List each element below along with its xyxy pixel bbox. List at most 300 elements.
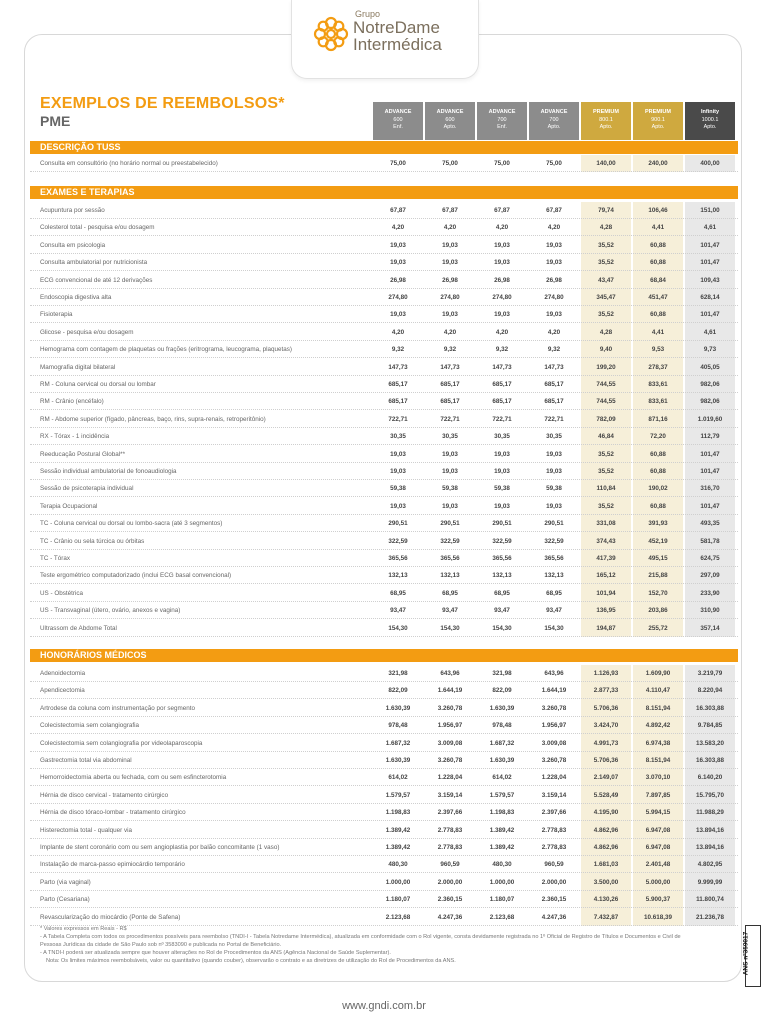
table-row (30, 787, 738, 804)
value-cell: 8.151,94 (645, 704, 671, 712)
procedure-label: US - Transvaginal (útero, ovário, anexos e vagina) (40, 607, 181, 615)
column-header-line1: PREMIUM (593, 109, 619, 115)
value-cell: 3.159,14 (437, 791, 463, 799)
value-cell: 16.303,88 (695, 757, 724, 764)
value-cell: 3.009,08 (541, 739, 567, 747)
table-row (30, 874, 738, 891)
page-title: EXEMPLOS DE REEMBOLSOS* (40, 95, 285, 112)
procedure-label: Instalação de marca-passo epimiocárdio temporário (40, 861, 185, 869)
value-cell: 93,47 (494, 607, 510, 615)
column-header-line3: Apto. (443, 124, 457, 130)
value-cell: 391,93 (648, 520, 668, 528)
value-cell: 1.126,93 (593, 670, 619, 677)
table-row (30, 155, 738, 172)
value-cell: 3.260,78 (437, 757, 463, 764)
value-cell: 6.974,38 (645, 739, 671, 747)
value-cell: 2.397,66 (541, 809, 567, 817)
value-cell: 19,03 (390, 259, 406, 267)
value-cell: 3.219,79 (697, 670, 723, 677)
procedure-label: Gastrectomia total via abdominal (40, 757, 132, 764)
value-cell: 581,78 (700, 537, 720, 545)
value-cell: 35,52 (598, 450, 614, 458)
value-cell: 9,32 (547, 346, 561, 354)
table-row (30, 463, 738, 480)
value-cell: 4,41 (651, 224, 665, 232)
value-cell: 67,87 (442, 207, 458, 214)
value-cell: 4,20 (495, 224, 509, 232)
value-cell: 19,03 (390, 241, 406, 249)
value-cell: 782,09 (596, 415, 616, 423)
value-cell: 685,17 (388, 381, 408, 388)
value-cell: 15.795,70 (695, 791, 724, 799)
value-cell: 132,13 (492, 572, 512, 580)
table-row (30, 550, 738, 567)
value-cell: 1.579,57 (385, 791, 411, 799)
value-cell: 4.991,73 (593, 739, 619, 747)
value-cell: 19,03 (390, 502, 406, 510)
column-header-line2: 1000.1 (701, 116, 719, 123)
value-cell: 357,14 (700, 624, 720, 632)
row-divider (30, 636, 738, 637)
procedure-label: Apendicectomia (40, 687, 85, 695)
value-cell: 628,14 (700, 294, 720, 301)
value-cell: 417,39 (596, 555, 616, 562)
value-cell: 274,80 (492, 294, 512, 301)
value-cell: 2.401,48 (645, 861, 671, 869)
value-cell: 30,35 (494, 433, 510, 441)
value-cell: 1.180,07 (489, 896, 515, 904)
value-cell: 365,56 (544, 555, 564, 562)
value-cell: 274,80 (440, 294, 460, 301)
procedure-label: Sessão individual ambulatorial de fonoaudiologia (40, 468, 177, 475)
table-row (30, 272, 738, 289)
ans-registration: ANS nº359017 (742, 931, 750, 976)
value-cell: 685,17 (388, 398, 408, 406)
value-cell: 5.994,15 (645, 809, 671, 817)
value-cell: 35,52 (598, 311, 614, 319)
value-cell: 2.877,33 (593, 687, 619, 695)
value-cell: 190,02 (648, 485, 668, 493)
table-row (30, 717, 738, 734)
value-cell: 3.070,10 (645, 774, 671, 782)
value-cell: 1.681,03 (593, 861, 619, 869)
value-cell: 2.123,68 (489, 913, 515, 921)
table-row (30, 533, 738, 550)
value-cell: 9.784,85 (697, 722, 723, 730)
value-cell: 1.956,97 (437, 722, 463, 730)
value-cell: 132,13 (440, 572, 460, 580)
value-cell: 722,71 (492, 415, 512, 423)
value-cell: 744,55 (596, 398, 616, 406)
value-cell: 93,47 (390, 607, 406, 615)
procedure-label: Parto (Cesariana) (40, 896, 90, 904)
value-cell: 147,73 (388, 363, 408, 371)
value-cell: 978,48 (492, 722, 512, 730)
value-cell: 93,47 (442, 607, 458, 615)
value-cell: 68,95 (390, 589, 406, 597)
procedure-label: Parto (via vaginal) (40, 878, 91, 886)
value-cell: 405,05 (700, 363, 720, 371)
value-cell: 19,03 (494, 241, 510, 249)
value-cell: 194,87 (596, 624, 616, 632)
value-cell: 16.303,88 (695, 704, 724, 712)
value-cell: 68,95 (494, 589, 510, 597)
value-cell: 3.009,08 (437, 739, 463, 747)
value-cell: 43,47 (598, 276, 614, 284)
value-cell: 3.159,14 (541, 791, 567, 799)
value-cell: 101,47 (700, 468, 720, 475)
value-cell: 67,87 (390, 207, 406, 214)
value-cell: 136,95 (596, 607, 616, 615)
value-cell: 2.149,07 (593, 774, 619, 782)
value-cell: 10.618,39 (643, 913, 672, 921)
column-header-line1: Infinity (700, 109, 720, 115)
value-cell: 35,52 (598, 468, 614, 475)
column-header (529, 102, 579, 140)
value-cell: 147,73 (440, 363, 460, 371)
value-cell: 60,88 (650, 241, 666, 249)
value-cell: 4.862,96 (593, 844, 619, 851)
value-cell: 3.260,78 (541, 704, 567, 712)
table-row (30, 428, 738, 445)
brand-name-line2: Intermédica (353, 35, 442, 54)
value-cell: 2.397,66 (437, 809, 463, 817)
value-cell: 30,35 (546, 433, 562, 441)
value-cell: 9.999,99 (697, 878, 723, 886)
value-cell: 960,59 (440, 861, 460, 869)
procedure-label: RM - Crânio (encéfalo) (40, 398, 104, 406)
value-cell: 46,84 (598, 433, 614, 441)
value-cell: 240,00 (648, 160, 668, 167)
value-cell: 822,09 (492, 687, 512, 695)
column-header-line1: PREMIUM (645, 109, 671, 115)
value-cell: 2.778,83 (437, 844, 463, 851)
value-cell: 19,03 (494, 502, 510, 510)
value-cell: 2.360,15 (541, 896, 567, 904)
value-cell: 365,56 (440, 555, 460, 562)
value-cell: 6.140,20 (697, 774, 723, 782)
value-cell: 685,17 (492, 381, 512, 388)
value-cell: 11.800,74 (696, 896, 724, 904)
value-cell: 982,06 (700, 398, 720, 406)
value-cell: 1.644,19 (541, 687, 567, 695)
value-cell: 365,56 (492, 555, 512, 562)
value-cell: 3.260,78 (437, 704, 463, 712)
table-row (30, 393, 738, 410)
value-cell: 75,00 (494, 160, 510, 167)
value-cell: 5.706,36 (593, 704, 619, 712)
value-cell: 978,48 (388, 722, 408, 730)
value-cell: 624,75 (700, 555, 720, 562)
value-cell: 6.947,08 (645, 826, 671, 834)
value-cell: 19,03 (546, 259, 562, 267)
value-cell: 322,59 (388, 537, 408, 545)
value-cell: 685,17 (544, 398, 564, 406)
value-cell: 960,59 (544, 861, 564, 869)
value-cell: 331,08 (596, 520, 616, 528)
value-cell: 3.424,70 (593, 722, 619, 730)
value-cell: 101,47 (700, 241, 720, 249)
value-cell: 154,30 (492, 624, 512, 632)
procedure-label: Histerectomia total - qualquer via (40, 826, 133, 834)
value-cell: 5.528,49 (593, 791, 619, 799)
value-cell: 19,03 (442, 468, 458, 475)
value-cell: 19,03 (442, 502, 458, 510)
value-cell: 26,98 (494, 276, 510, 284)
value-cell: 19,03 (546, 450, 562, 458)
value-cell: 1.019,60 (697, 415, 723, 423)
value-cell: 19,03 (442, 241, 458, 249)
value-cell: 1.000,00 (489, 878, 515, 886)
value-cell: 290,51 (440, 520, 460, 528)
value-cell: 2.000,00 (437, 878, 463, 886)
procedure-label: US - Obstétrica (40, 589, 84, 597)
column-header (685, 102, 735, 140)
value-cell: 68,95 (546, 589, 562, 597)
value-cell: 4.130,26 (593, 896, 619, 904)
brand-name-line1: NotreDame (353, 18, 440, 37)
value-cell: 4,20 (391, 328, 405, 336)
value-cell: 101,47 (700, 502, 720, 510)
value-cell: 1.000,00 (385, 878, 411, 886)
value-cell: 1.228,04 (437, 774, 463, 782)
value-cell: 322,59 (544, 537, 564, 545)
value-cell: 1.630,39 (489, 757, 515, 764)
column-header-line2: 600 (393, 116, 403, 123)
footnote: - A TNDI-I poderá ser atualizada sempre que houver alterações no Rol de Procedimentos da ANS (Agência Nacional de Saúde Suplementar). (40, 950, 391, 956)
table-row (30, 289, 738, 306)
procedure-label: Colecistectomia sem colangiografia (40, 722, 140, 730)
value-cell: 1.228,04 (541, 774, 567, 782)
footnote-nota: Nota: Os limites máximos reembolsáveis, valor ou quantitativo (quando couber), observarão o contrato e as diretrizes de utilização do Rol de Procedimentos da ANS. (46, 958, 456, 964)
value-cell: 1.687,32 (489, 739, 515, 747)
value-cell: 154,30 (388, 624, 408, 632)
procedure-label: Fisioterapia (40, 311, 73, 319)
value-cell: 1.579,57 (489, 791, 515, 799)
procedure-label: RM - Coluna cervical ou dorsal ou lombar (40, 381, 156, 388)
value-cell: 101,47 (700, 311, 720, 319)
value-cell: 19,03 (494, 450, 510, 458)
table-row (30, 376, 738, 393)
value-cell: 614,02 (388, 774, 408, 782)
table-row (30, 602, 738, 619)
value-cell: 451,47 (648, 294, 668, 301)
value-cell: 4,61 (703, 224, 717, 232)
section-header: DESCRIÇÃO TUSS (30, 141, 738, 154)
table-row (30, 891, 738, 908)
value-cell: 21.236,78 (695, 913, 724, 921)
value-cell: 4.862,96 (593, 826, 619, 834)
value-cell: 60,88 (650, 311, 666, 319)
value-cell: 493,35 (700, 520, 720, 528)
value-cell: 154,30 (440, 624, 460, 632)
column-header-line1: ADVANCE (436, 109, 464, 115)
ans-registration-box (742, 925, 761, 987)
value-cell: 1.956,97 (541, 722, 567, 730)
value-cell: 722,71 (388, 415, 408, 423)
table-row (30, 498, 738, 515)
procedure-label: Consulta em consultório (no horário normal ou preestabelecido) (40, 160, 218, 167)
value-cell: 60,88 (650, 468, 666, 475)
value-cell: 9,40 (599, 346, 613, 354)
value-cell: 5.706,36 (593, 757, 619, 764)
procedure-label: Teste ergométrico computadorizado (inclui ECG basal convencional) (40, 572, 232, 580)
value-cell: 255,72 (648, 624, 668, 632)
value-cell: 4.247,36 (541, 913, 567, 921)
value-cell: 722,71 (440, 415, 460, 423)
value-cell: 112,79 (700, 433, 720, 441)
procedure-label: Acupuntura por sessão (40, 207, 105, 214)
value-cell: 365,56 (388, 555, 408, 562)
value-cell: 60,88 (650, 502, 666, 510)
value-cell: 1.630,39 (385, 757, 411, 764)
value-cell: 75,00 (442, 160, 458, 167)
column-header-line1: ADVANCE (488, 109, 516, 115)
value-cell: 5.000,00 (645, 878, 671, 886)
table-row (30, 254, 738, 271)
value-cell: 132,13 (544, 572, 564, 580)
value-cell: 154,30 (544, 624, 564, 632)
table-row (30, 752, 738, 769)
value-cell: 67,87 (546, 207, 562, 214)
value-cell: 1.389,42 (385, 844, 411, 851)
value-cell: 1.389,42 (489, 826, 515, 834)
column-header-line2: 600 (445, 116, 455, 123)
column-header-line1: ADVANCE (540, 109, 568, 115)
value-cell: 26,98 (390, 276, 406, 284)
value-cell: 79,74 (598, 207, 614, 214)
value-cell: 1.198,83 (489, 809, 515, 817)
value-cell: 19,03 (442, 259, 458, 267)
value-cell: 72,20 (650, 433, 666, 441)
value-cell: 452,19 (648, 537, 668, 545)
value-cell: 4,20 (391, 224, 405, 232)
value-cell: 101,94 (596, 589, 616, 597)
footer-url[interactable]: www.gndi.com.br (342, 1000, 426, 1012)
value-cell: 321,98 (388, 670, 408, 677)
value-cell: 13.894,16 (695, 844, 724, 851)
value-cell: 59,38 (494, 485, 510, 493)
procedure-label: TC - Coluna cervical ou dorsal ou lombo-sacra (até 3 segmentos) (40, 520, 223, 528)
value-cell: 233,90 (700, 589, 720, 597)
table-row (30, 620, 738, 637)
table-row (30, 585, 738, 602)
procedure-label: TC - Tórax (40, 555, 70, 562)
value-cell: 4,20 (443, 224, 457, 232)
value-cell: 59,38 (546, 485, 562, 493)
procedure-label: Hemograma com contagem de plaquetas ou frações (eritrograma, leucograma, plaquetas) (40, 346, 293, 354)
value-cell: 19,03 (546, 241, 562, 249)
value-cell: 1.609,90 (645, 670, 671, 677)
value-cell: 321,98 (492, 670, 512, 677)
value-cell: 19,03 (390, 450, 406, 458)
value-cell: 3.260,78 (541, 757, 567, 764)
value-cell: 322,59 (492, 537, 512, 545)
value-cell: 93,47 (546, 607, 562, 615)
value-cell: 35,52 (598, 502, 614, 510)
table-row (30, 324, 738, 341)
value-cell: 685,17 (440, 398, 460, 406)
value-cell: 13.894,16 (695, 826, 724, 834)
value-cell: 60,88 (650, 450, 666, 458)
procedure-label: Reeducação Postural Global** (40, 450, 126, 458)
procedure-label: Consulta ambulatorial por nutricionista (40, 259, 148, 267)
value-cell: 67,87 (494, 207, 510, 214)
value-cell: 4,20 (443, 328, 457, 336)
value-cell: 297,09 (700, 572, 720, 580)
value-cell: 2.000,00 (541, 878, 567, 886)
value-cell: 9,32 (443, 346, 457, 354)
value-cell: 35,52 (598, 241, 614, 249)
table-row (30, 700, 738, 717)
table-row (30, 856, 738, 873)
value-cell: 290,51 (544, 520, 564, 528)
value-cell: 5.900,37 (645, 896, 671, 904)
value-cell: 685,17 (544, 381, 564, 388)
procedure-label: Adenoidectomia (40, 670, 86, 677)
value-cell: 685,17 (440, 381, 460, 388)
value-cell: 722,71 (544, 415, 564, 423)
table-row (30, 237, 738, 254)
column-header-line2: 900.1 (651, 116, 665, 123)
value-cell: 4,20 (547, 328, 561, 336)
procedure-label: Revascularização do miocárdio (Ponte de Safena) (40, 913, 181, 921)
procedure-label: Colecistectomia sem colangiografia por videolaparoscopia (40, 739, 203, 747)
column-header-line3: Apto. (651, 124, 665, 130)
table-row (30, 359, 738, 376)
value-cell: 1.180,07 (385, 896, 411, 904)
procedure-label: Mamografia digital bilateral (40, 363, 116, 371)
value-cell: 4.247,36 (437, 913, 463, 921)
value-cell: 19,03 (442, 311, 458, 319)
value-cell: 19,03 (546, 468, 562, 475)
procedure-label: Hemorroidectomia aberta ou fechada, com ou sem esfincterotomia (40, 774, 227, 782)
value-cell: 7.897,85 (645, 791, 671, 799)
value-cell: 140,00 (596, 160, 616, 167)
column-header (477, 102, 527, 140)
value-cell: 1.630,39 (385, 704, 411, 712)
column-header (633, 102, 683, 140)
value-cell: 4,41 (651, 328, 665, 336)
value-cell: 75,00 (390, 160, 406, 167)
procedure-label: RM - Abdome superior (fígado, pâncreas, baço, rins, supra-renais, retroperitônio) (40, 415, 266, 423)
value-cell: 30,35 (442, 433, 458, 441)
value-cell: 9,32 (495, 346, 509, 354)
procedure-label: RX - Tórax - 1 incidência (40, 433, 110, 441)
table-row (30, 682, 738, 699)
procedure-label: Endoscopia digestiva alta (40, 294, 112, 301)
table-row (30, 567, 738, 584)
value-cell: 2.778,83 (437, 826, 463, 834)
procedure-label: Consulta em psicologia (40, 241, 106, 249)
value-cell: 1.389,42 (489, 844, 515, 851)
value-cell: 4.892,42 (645, 722, 671, 730)
table-row (30, 202, 738, 219)
value-cell: 215,88 (648, 572, 668, 580)
section-header: HONORÁRIOS MÉDICOS (30, 649, 738, 662)
table-row (30, 515, 738, 532)
value-cell: 982,06 (700, 381, 720, 388)
value-cell: 1.198,83 (385, 809, 411, 817)
value-cell: 833,61 (648, 381, 668, 388)
column-header-line2: 800.1 (599, 116, 613, 123)
value-cell: 19,03 (390, 311, 406, 319)
value-cell: 19,03 (390, 468, 406, 475)
value-cell: 30,35 (390, 433, 406, 441)
table-row (30, 411, 738, 428)
value-cell: 11.988,29 (696, 809, 724, 817)
value-cell: 19,03 (442, 450, 458, 458)
